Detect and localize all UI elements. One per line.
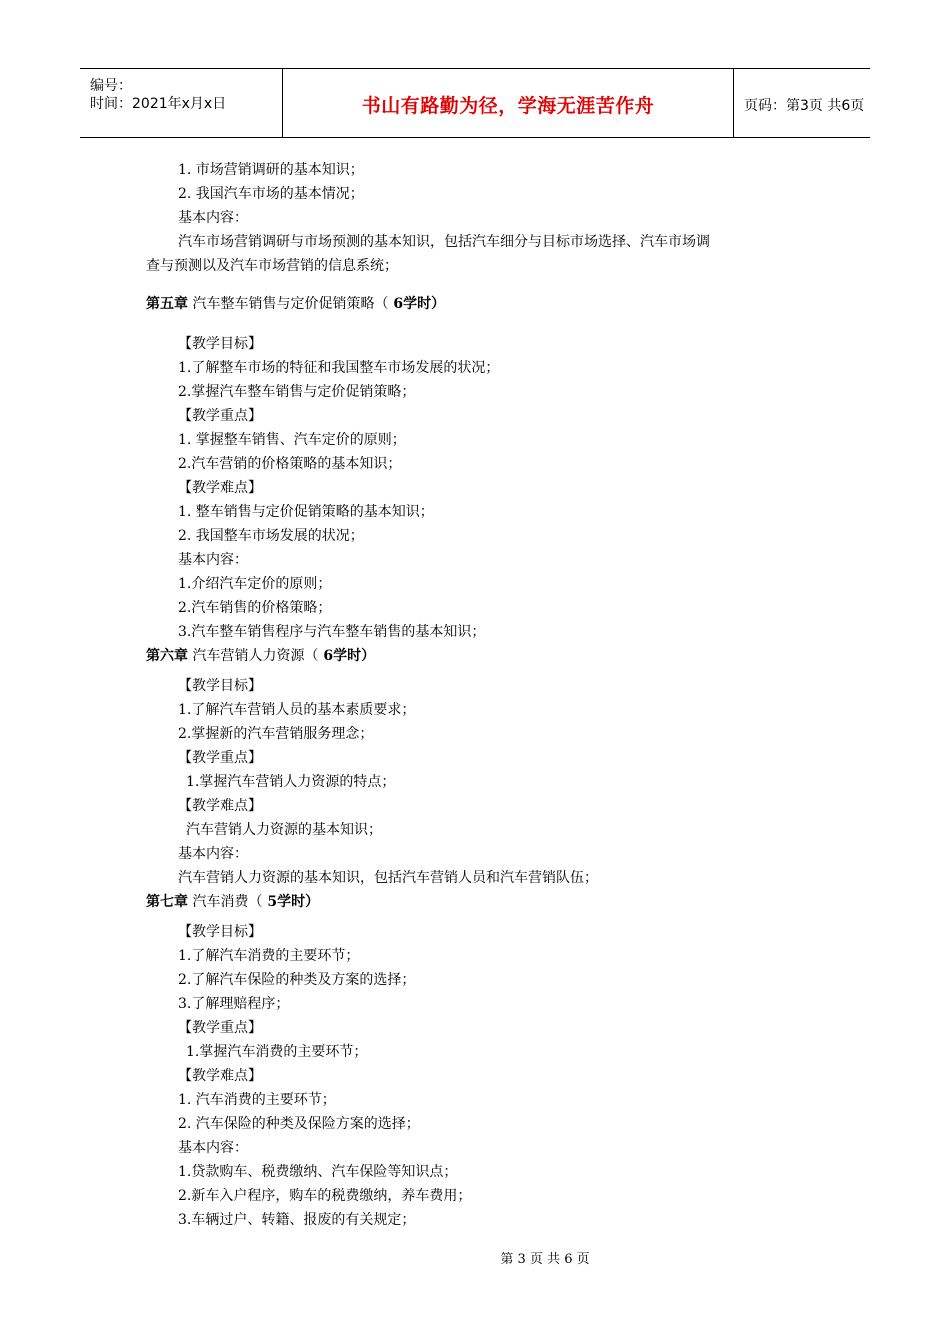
text-line: 基本内容：: [178, 552, 248, 568]
chapter-title: 汽车营销人力资源（: [188, 648, 319, 664]
chapter-number: 第七章: [146, 894, 188, 910]
text-line: 2. 我国汽车市场的基本情况；: [178, 186, 364, 202]
text-line: 2.汽车营销的价格策略的基本知识；: [178, 456, 402, 472]
text-line: 查与预测以及汽车市场营销的信息系统；: [146, 258, 398, 274]
chapter-6-heading: [146, 648, 375, 664]
footer-page-number: 第 3 页 共 6 页: [500, 1252, 590, 1267]
chapter-hours: 5学时）: [262, 894, 320, 910]
document-number-label: 编号：: [90, 78, 132, 94]
section-label: 【教学难点】: [178, 480, 262, 496]
text-line: 基本内容：: [178, 210, 248, 226]
header-left-cell: [80, 69, 282, 137]
text-line: 1. 市场营销调研的基本知识；: [178, 162, 364, 178]
chapter-number: 第五章: [146, 296, 188, 312]
header-motto: 书山有路勤为径，学海无涯苦作舟: [361, 95, 655, 117]
section-label: 【教学重点】: [178, 1020, 262, 1036]
text-line: 2. 汽车保险的种类及保险方案的选择；: [178, 1116, 420, 1132]
text-line: 1. 整车销售与定价促销策略的基本知识；: [178, 504, 434, 520]
section-label: 【教学目标】: [178, 924, 262, 940]
chapter-title: 汽车整车销售与定价促销策略（: [188, 296, 389, 312]
chapter-5-heading: [146, 296, 445, 312]
text-line: 1.贷款购车、税费缴纳、汽车保险等知识点；: [178, 1164, 458, 1180]
header-page-label: 页码：第3页 共6页: [744, 98, 865, 114]
header-right-cell: [734, 69, 870, 137]
text-line: 2. 我国整车市场发展的状况；: [178, 528, 364, 544]
chapter-number: 第六章: [146, 648, 188, 664]
text-line: 2.掌握汽车整车销售与定价促销策略；: [178, 384, 416, 400]
document-time-label: 时间：2021年x月x日: [90, 96, 227, 112]
text-line: 1. 掌握整车销售、汽车定价的原则；: [178, 432, 406, 448]
chapter-hours: 6学时）: [388, 296, 446, 312]
text-line: 基本内容：: [178, 1140, 248, 1156]
chapter-hours: 6学时）: [318, 648, 376, 664]
page-footer: [0, 1248, 950, 1267]
text-line: 1.掌握汽车消费的主要环节；: [186, 1044, 368, 1060]
text-line: 汽车市场营销调研与市场预测的基本知识，包括汽车细分与目标市场选择、汽车市场调: [178, 234, 710, 250]
chapter-7-heading: [146, 894, 319, 910]
text-line: 1.了解汽车消费的主要环节；: [178, 948, 360, 964]
text-line: 汽车营销人力资源的基本知识；: [186, 822, 382, 838]
text-line: 1.介绍汽车定价的原则；: [178, 576, 332, 592]
text-line: 2.汽车销售的价格策略；: [178, 600, 332, 616]
text-line: 3.车辆过户、转籍、报废的有关规定；: [178, 1212, 416, 1228]
header-motto-cell: [282, 69, 734, 137]
section-label: 【教学目标】: [178, 678, 262, 694]
section-label: 【教学重点】: [178, 750, 262, 766]
section-label: 【教学难点】: [178, 1068, 262, 1084]
text-line: 1.掌握汽车营销人力资源的特点；: [186, 774, 396, 790]
text-line: 2.了解汽车保险的种类及方案的选择；: [178, 972, 416, 988]
page-header: [80, 68, 870, 138]
chapter-title: 汽车消费（: [188, 894, 263, 910]
text-line: 3.汽车整车销售程序与汽车整车销售的基本知识；: [178, 624, 486, 640]
text-line: 3.了解理赔程序；: [178, 996, 290, 1012]
section-label: 【教学重点】: [178, 408, 262, 424]
text-line: 2.掌握新的汽车营销服务理念；: [178, 726, 374, 742]
text-line: 基本内容：: [178, 846, 248, 862]
section-label: 【教学难点】: [178, 798, 262, 814]
text-line: 1.了解汽车营销人员的基本素质要求；: [178, 702, 416, 718]
text-line: 2.新车入户程序，购车的税费缴纳，养车费用；: [178, 1188, 472, 1204]
text-line: 汽车营销人力资源的基本知识，包括汽车营销人员和汽车营销队伍；: [178, 870, 598, 886]
text-line: 1.了解整车市场的特征和我国整车市场发展的状况；: [178, 360, 500, 376]
section-label: 【教学目标】: [178, 336, 262, 352]
text-line: 1. 汽车消费的主要环节；: [178, 1092, 336, 1108]
